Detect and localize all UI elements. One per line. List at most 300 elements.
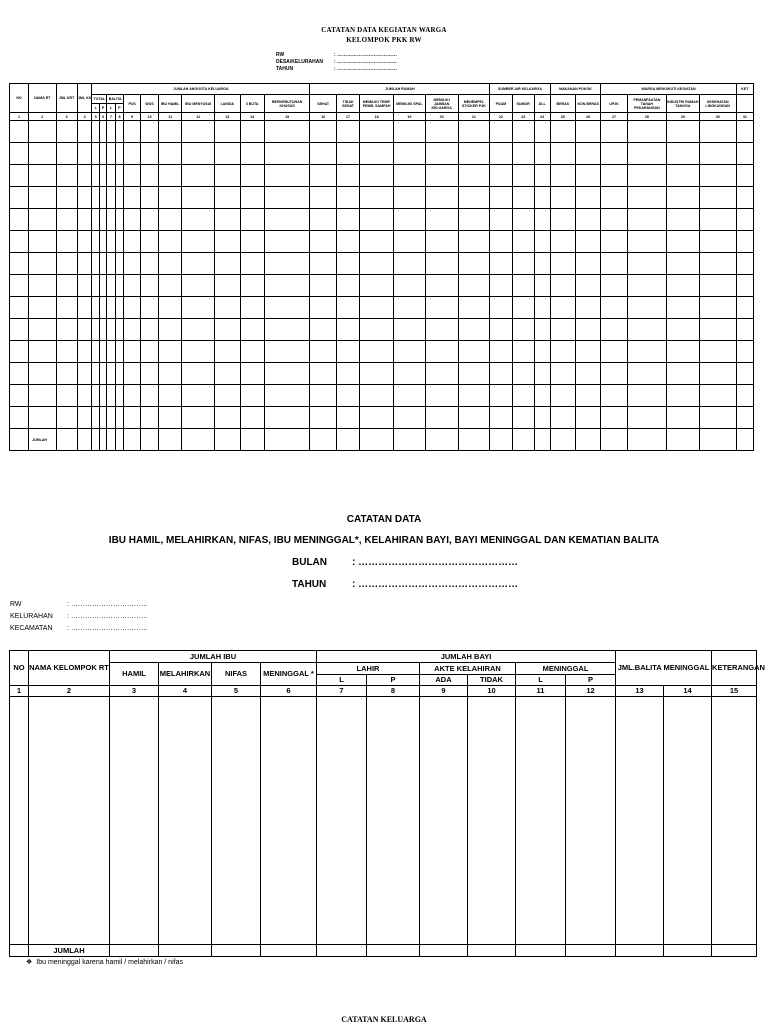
table-cell (77, 253, 92, 275)
meta-value: : ……………………………… (334, 66, 398, 72)
table-cell (490, 407, 512, 429)
table-cell (575, 363, 600, 385)
table-cell (182, 143, 215, 165)
table-cell (182, 407, 215, 429)
column-number: 8 (367, 686, 420, 697)
header-ket: KET (736, 84, 753, 95)
column-number: 2 (29, 113, 57, 121)
column-number: 9 (124, 113, 141, 121)
table-cell (360, 363, 394, 385)
table-cell (182, 297, 215, 319)
table-cell (240, 143, 264, 165)
table-cell (425, 143, 458, 165)
table-row (10, 121, 754, 143)
table-cell (601, 363, 627, 385)
table-cell (550, 275, 575, 297)
table-cell (394, 209, 426, 231)
table-cell (107, 275, 115, 297)
header-industri: INDUSTRI RUMAH TANGGA (666, 95, 699, 113)
footer-jumlah-label: JUMLAH (29, 429, 57, 451)
header-tidak-sehat: TIDAK SEHAT (336, 95, 359, 113)
table-cell (159, 407, 182, 429)
header-nifas: NIFAS (212, 663, 261, 686)
table-cell (425, 363, 458, 385)
column-number: 24 (534, 113, 550, 121)
table-cell (215, 363, 240, 385)
table-cell (261, 697, 317, 945)
table-cell (310, 143, 336, 165)
table-cell (512, 275, 534, 297)
table-cell (310, 187, 336, 209)
table-cell (92, 231, 99, 253)
table-cell (425, 253, 458, 275)
table-cell (736, 407, 753, 429)
table-cell (425, 429, 458, 451)
table-cell (550, 319, 575, 341)
table-cell (92, 209, 99, 231)
table-row (10, 429, 754, 451)
header-beras: BERAS (550, 95, 575, 113)
table-cell (107, 143, 115, 165)
table-cell (99, 429, 106, 451)
table-cell (310, 341, 336, 363)
table-cell (310, 121, 336, 143)
table-cell (99, 385, 106, 407)
table-cell (115, 209, 123, 231)
table-cell (264, 363, 310, 385)
table-cell (10, 319, 29, 341)
table-cell (124, 231, 141, 253)
column-number: 17 (336, 113, 359, 121)
table-cell (512, 165, 534, 187)
meta-value: : …………………………… (67, 625, 148, 632)
column-number: 11 (516, 686, 566, 697)
column-number: 2 (29, 686, 110, 697)
table-cell (56, 165, 77, 187)
table-cell (159, 187, 182, 209)
column-number: 30 (699, 113, 736, 121)
table-cell (512, 187, 534, 209)
table-cell (699, 275, 736, 297)
table-cell (666, 319, 699, 341)
table-cell (534, 209, 550, 231)
table-cell (512, 209, 534, 231)
header-berkebutuhan: BERKEBUTUHAN KHUSUS (264, 95, 310, 113)
table-cell (115, 275, 123, 297)
table-cell (182, 275, 215, 297)
table-cell (699, 319, 736, 341)
table-cell (575, 143, 600, 165)
header-dll: DLL (534, 95, 550, 113)
table-cell (534, 341, 550, 363)
header-nama-rt: NAMA RT (29, 84, 57, 113)
table-cell (736, 363, 753, 385)
meta-value: : ……………………………… (334, 59, 398, 65)
table-cell (534, 231, 550, 253)
table-cell (394, 253, 426, 275)
table-cell (215, 231, 240, 253)
table-cell (367, 697, 420, 945)
table-cell (264, 319, 310, 341)
table-cell (212, 697, 261, 945)
table-cell (712, 945, 757, 957)
table-cell (310, 231, 336, 253)
table-cell (182, 231, 215, 253)
table-cell (516, 945, 566, 957)
table-cell (141, 385, 159, 407)
footer-jumlah-label: JUMLAH (29, 945, 110, 957)
table-cell (10, 187, 29, 209)
column-number: 11 (159, 113, 182, 121)
table-cell (159, 121, 182, 143)
table-cell (575, 209, 600, 231)
header-no: NO (10, 84, 29, 113)
table-cell (99, 363, 106, 385)
table-cell (425, 187, 458, 209)
table-cell (699, 253, 736, 275)
table-cell (666, 231, 699, 253)
table-cell (240, 297, 264, 319)
table-cell (159, 297, 182, 319)
header-balita-p: P (115, 104, 123, 113)
header-group-jumlah-ibu: JUMLAH IBU (110, 651, 317, 663)
header-lansia: LANSIA (215, 95, 240, 113)
table-cell (215, 253, 240, 275)
table-cell (360, 209, 394, 231)
table-cell (215, 121, 240, 143)
column-number: 28 (627, 113, 666, 121)
table-cell (77, 407, 92, 429)
table-cell (336, 297, 359, 319)
table-cell (566, 697, 616, 945)
table-cell (215, 275, 240, 297)
table-cell (159, 429, 182, 451)
table-cell (394, 143, 426, 165)
table-cell (458, 385, 490, 407)
table-cell (141, 165, 159, 187)
table-cell (182, 363, 215, 385)
table-cell (627, 121, 666, 143)
table-cell (550, 121, 575, 143)
table-cell (699, 407, 736, 429)
table-cell (240, 121, 264, 143)
table-cell (627, 165, 666, 187)
table-cell (425, 209, 458, 231)
table-cell (458, 297, 490, 319)
table-cell (550, 143, 575, 165)
header-jml-balita-meninggal: JML.BALITA MENINGGAL (616, 651, 712, 686)
table-cell (360, 143, 394, 165)
table-cell (601, 121, 627, 143)
header-group-jumlah-anggota: JUMLAH ANGGOTA KELUARGA (92, 84, 310, 95)
header-group-sumber-air: SUMBER AIR KELUARGA (490, 84, 550, 95)
table-cell (425, 407, 458, 429)
table-cell (264, 275, 310, 297)
table-cell (10, 363, 29, 385)
table-cell (664, 697, 712, 945)
table-cell (56, 209, 77, 231)
table-cell (666, 341, 699, 363)
table-cell (458, 275, 490, 297)
table-cell (394, 231, 426, 253)
table-cell (566, 945, 616, 957)
table-cell (425, 319, 458, 341)
table-cell (29, 407, 57, 429)
table-cell (666, 143, 699, 165)
table-cell (601, 407, 627, 429)
table-cell (124, 143, 141, 165)
meta-value: : …………………………… (67, 613, 148, 620)
table-footer-row (10, 945, 757, 957)
table-cell (240, 363, 264, 385)
table-cell (666, 121, 699, 143)
table-cell (56, 275, 77, 297)
header-sehat: SEHAT (310, 95, 336, 113)
column-number: 5 (212, 686, 261, 697)
header-group-warga-mengikuti: WARGA MENGIKUTI KEGIATAN (601, 84, 736, 95)
table-cell (264, 231, 310, 253)
table-cell (10, 253, 29, 275)
table-cell (550, 407, 575, 429)
column-number: 16 (310, 113, 336, 121)
column-number: 6 (261, 686, 317, 697)
table-cell (550, 165, 575, 187)
table-cell (534, 165, 550, 187)
table-cell (107, 429, 115, 451)
table-cell (99, 341, 106, 363)
bulan-label: BULAN (292, 557, 327, 568)
header-jml-kk: JML KK (77, 84, 92, 113)
table-cell (394, 297, 426, 319)
table-cell (550, 297, 575, 319)
table-cell (458, 143, 490, 165)
table-cell (240, 385, 264, 407)
table-cell (107, 341, 115, 363)
table-cell (575, 341, 600, 363)
table-row (10, 341, 754, 363)
table-cell (29, 187, 57, 209)
table-cell (107, 253, 115, 275)
table-row (10, 209, 754, 231)
section2-meta-kecamatan (10, 625, 148, 632)
table-cell (215, 341, 240, 363)
column-number: 4 (77, 113, 92, 121)
table-cell (29, 121, 57, 143)
table-cell (616, 697, 664, 945)
table-cell (425, 165, 458, 187)
table-cell (575, 385, 600, 407)
table-cell (534, 253, 550, 275)
table-cell (99, 275, 106, 297)
table-cell (56, 253, 77, 275)
header-tempat-sampah: MEMILIKI TEMP. PEMB. SAMPAH (360, 95, 394, 113)
table-cell (550, 187, 575, 209)
table-cell (699, 341, 736, 363)
table-cell (664, 945, 712, 957)
table-cell (458, 341, 490, 363)
table-cell (77, 429, 92, 451)
table-cell (666, 297, 699, 319)
section1-meta-desa (276, 59, 397, 65)
header-keterangan: KETERANGAN (712, 651, 757, 686)
section2-title-line1: CATATAN DATA (346, 514, 422, 525)
column-number: 14 (240, 113, 264, 121)
table-cell (110, 945, 159, 957)
table-cell (512, 297, 534, 319)
table-cell (490, 363, 512, 385)
table-cell (99, 187, 106, 209)
table-cell (92, 319, 99, 341)
table-cell (699, 363, 736, 385)
table-cell (124, 253, 141, 275)
table-cell (627, 363, 666, 385)
table-cell (736, 209, 753, 231)
table-cell (601, 165, 627, 187)
table-cell (29, 143, 57, 165)
table-cell (458, 407, 490, 429)
section3-title: CATATAN KELUARGA (341, 1015, 427, 1024)
table-cell (575, 407, 600, 429)
meta-value: : …………………………… (67, 601, 148, 608)
table-cell (215, 429, 240, 451)
table-cell (575, 429, 600, 451)
table-cell (317, 697, 367, 945)
table-cell (124, 319, 141, 341)
table-cell (124, 385, 141, 407)
table-cell (215, 385, 240, 407)
table-cell (159, 945, 212, 957)
table-cell (29, 231, 57, 253)
table-cell (534, 143, 550, 165)
section1-meta-tahun (276, 66, 397, 72)
column-number: 4 (159, 686, 212, 697)
table-row (10, 253, 754, 275)
table-cell (336, 319, 359, 341)
table-cell (124, 121, 141, 143)
table-cell (601, 385, 627, 407)
table-cell (601, 429, 627, 451)
table-cell (468, 697, 516, 945)
table-cell (534, 407, 550, 429)
table-cell (394, 165, 426, 187)
table-cell (107, 121, 115, 143)
column-number-row (10, 686, 757, 697)
table-cell (458, 319, 490, 341)
table-cell (240, 165, 264, 187)
table-cell (512, 253, 534, 275)
table-cell (736, 385, 753, 407)
table-cell (310, 165, 336, 187)
table-cell (627, 429, 666, 451)
column-number: 8 (115, 113, 123, 121)
table-cell (182, 385, 215, 407)
table-cell (92, 275, 99, 297)
meta-label: RW (276, 52, 285, 58)
table-cell (56, 187, 77, 209)
table-cell (425, 121, 458, 143)
table-cell (124, 363, 141, 385)
table-cell (490, 231, 512, 253)
table-cell (264, 341, 310, 363)
table-cell (490, 209, 512, 231)
table-cell (627, 385, 666, 407)
table-cell (516, 697, 566, 945)
table-cell (92, 341, 99, 363)
table-cell (550, 385, 575, 407)
table-cell (56, 341, 77, 363)
header-meninggal-ibu: MENINGGAL * (261, 663, 317, 686)
table-cell (92, 187, 99, 209)
table-cell (10, 165, 29, 187)
table-cell (458, 363, 490, 385)
section1-title-line2: KELOMPOK PKK RW (346, 36, 422, 44)
table-cell (264, 165, 310, 187)
table-cell (107, 231, 115, 253)
table-cell (115, 319, 123, 341)
table-cell (550, 341, 575, 363)
ibu-bayi-table (9, 650, 765, 957)
table-cell (77, 143, 92, 165)
table-cell (115, 165, 123, 187)
table-cell (394, 341, 426, 363)
table-cell (601, 275, 627, 297)
table-cell (534, 319, 550, 341)
table-cell (29, 341, 57, 363)
table-cell (336, 275, 359, 297)
table-cell (115, 429, 123, 451)
table-cell (616, 945, 664, 957)
table-cell (490, 143, 512, 165)
table-cell (394, 385, 426, 407)
table-cell (736, 341, 753, 363)
table-cell (336, 253, 359, 275)
table-cell (77, 187, 92, 209)
table-cell (736, 187, 753, 209)
header-group-makanan-pokok: MAKANAN POKOK (550, 84, 601, 95)
table-cell (92, 385, 99, 407)
table-cell (92, 165, 99, 187)
table-row (10, 187, 754, 209)
table-cell (699, 165, 736, 187)
section1-title-line1: CATATAN DATA KEGIATAN WARGA (321, 26, 447, 34)
column-number: 7 (107, 113, 115, 121)
table-cell (92, 363, 99, 385)
table-cell (512, 429, 534, 451)
table-cell (699, 231, 736, 253)
table-cell (240, 253, 264, 275)
table-cell (458, 231, 490, 253)
table-cell (115, 385, 123, 407)
table-cell (310, 253, 336, 275)
table-cell (29, 697, 110, 945)
table-cell (77, 319, 92, 341)
header-meninggal-bayi: MENINGGAL (516, 663, 616, 675)
table-row (10, 385, 754, 407)
table-cell (141, 275, 159, 297)
table-cell (490, 429, 512, 451)
table-cell (240, 209, 264, 231)
column-number: 26 (575, 113, 600, 121)
header-spal: MEMILIKI SPAL (394, 95, 426, 113)
meta-label: RW (10, 601, 22, 608)
table-cell (394, 187, 426, 209)
table-cell (512, 319, 534, 341)
table-cell (264, 407, 310, 429)
header-no: NO (10, 651, 29, 686)
meta-label: KELURAHAN (10, 613, 53, 620)
column-number: 13 (215, 113, 240, 121)
table-cell (575, 297, 600, 319)
